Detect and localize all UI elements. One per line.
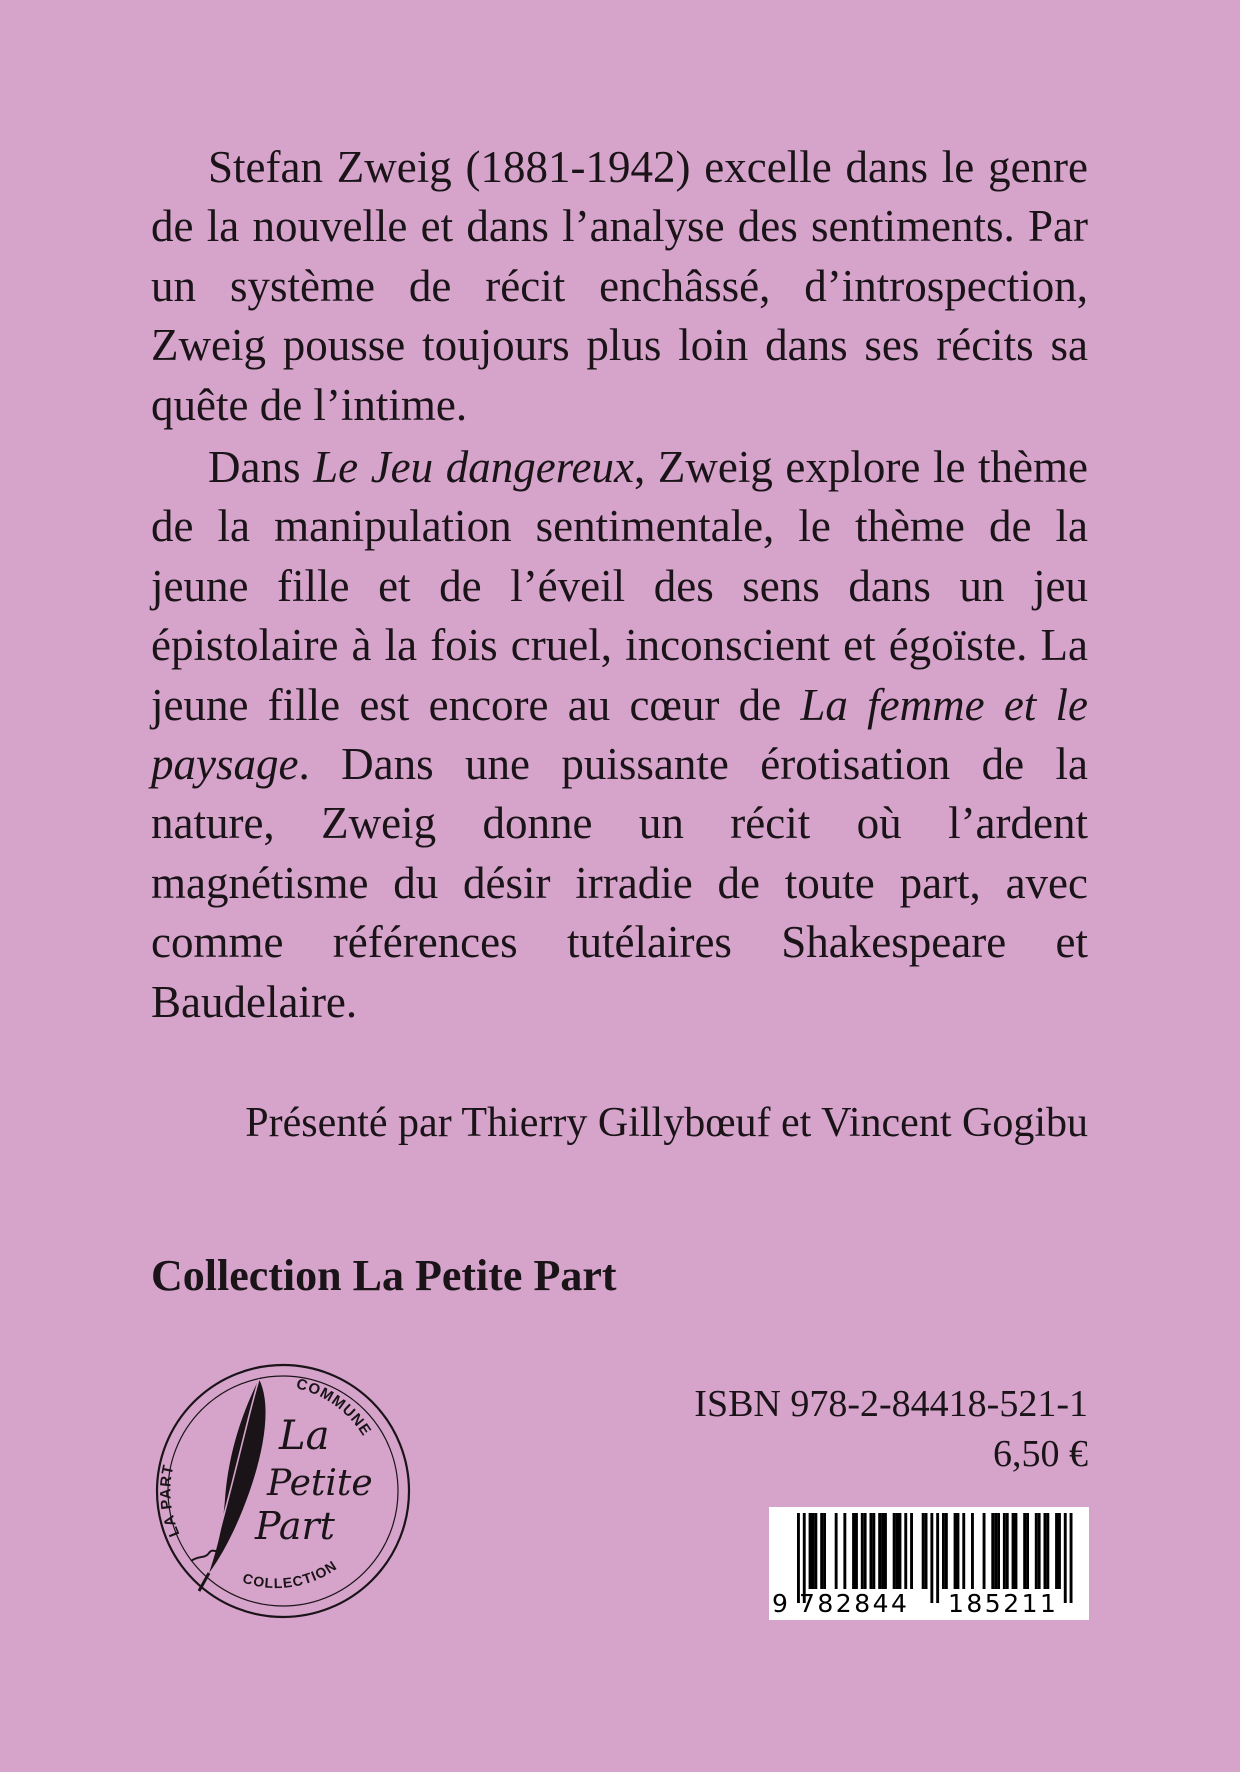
price: 6,50 € (993, 1433, 1088, 1475)
presenters-credit: Présenté par Thierry Gillybœuf et Vincent Gogibu (245, 1100, 1088, 1146)
barcode-bar (1055, 1513, 1058, 1589)
barcode-bar (872, 1513, 875, 1589)
blurb-p2-text-1: Dans (208, 442, 314, 493)
barcode-bar (852, 1513, 855, 1589)
logo-arc-commune: COMMUNE (294, 1375, 375, 1440)
barcode-bar (835, 1513, 838, 1589)
barcode-bar (1023, 1513, 1026, 1589)
barcode-bar (855, 1513, 858, 1589)
collection-title: Collection La Petite Part (151, 1251, 617, 1300)
barcode-bar (922, 1513, 925, 1589)
barcode-digits (769, 1590, 1089, 1618)
barcode-bar (823, 1513, 826, 1589)
barcode-bar (994, 1513, 997, 1589)
blurb-paragraph-1: Stefan Zweig (1881-1942) excelle dans le genre de la nouvelle et dans l’analyse des sentiments. Par un système de récit enchâssé, d’introspection, Zweig pousse toujours plus loin dans ses récits sa quête de l’intime. (151, 142, 1088, 430)
barcode-bar (881, 1513, 884, 1589)
barcode-bar (896, 1513, 899, 1589)
barcode-bar (884, 1513, 887, 1589)
barcode-bar (904, 1513, 907, 1589)
barcode-bar (971, 1513, 974, 1589)
logo-arc-la-part: LA PART (157, 1462, 184, 1540)
barcode-bar (1046, 1513, 1049, 1589)
barcode-bar (957, 1513, 960, 1589)
barcode-bar (997, 1513, 1000, 1589)
ean13-barcode (769, 1507, 1089, 1620)
logo-seal (151, 1359, 415, 1623)
blurb-p2-text-2: , Zweig explore le thème de la manipulation sentimentale, le thème de la jeune fille et de l’éveil des sens dans un jeu épistolaire à la fois cruel, inconscient et égoïste. La jeune fille est encore au cœur de (151, 442, 1088, 730)
book-title-le-jeu-dangereux: Le Jeu dangereux (313, 442, 635, 493)
logo-word-part: Part (255, 1504, 335, 1548)
barcode-bar (991, 1513, 994, 1589)
barcode-bar (814, 1513, 817, 1589)
barcode-bar (983, 1513, 986, 1589)
barcode-bar (870, 1513, 873, 1589)
barcode-bar (954, 1513, 957, 1589)
barcode-bar (945, 1513, 948, 1589)
blurb-p2-text-3: . Dans une puissante érotisation de la nature, Zweig donne un récit où l’ardent magnétisme du désir irradie de toute part, avec comme références tutélaires Shakespeare et Baudelaire. (151, 739, 1088, 1027)
barcode-bar (809, 1513, 812, 1589)
barcode-bar (1012, 1513, 1015, 1589)
barcode-bar (1015, 1513, 1018, 1589)
barcode-bar (893, 1513, 896, 1589)
barcode-bar (962, 1513, 965, 1589)
barcode-bar (1044, 1513, 1047, 1589)
blurb-paragraph-2 (151, 438, 1088, 1032)
isbn-number: ISBN 978-2-84418-521-1 (694, 1383, 1088, 1425)
barcode-bar (843, 1513, 846, 1589)
barcode-bar (1035, 1513, 1038, 1589)
barcode-bar (910, 1513, 913, 1589)
logo-word-la: La (279, 1413, 330, 1459)
barcode-first-digit: 9 (772, 1589, 788, 1618)
book-title-la-femme-et-le-paysage: La femme et le paysage (151, 679, 1089, 790)
barcode-bar (1058, 1513, 1061, 1589)
quill-icon (191, 1379, 266, 1591)
barcode-bar (925, 1513, 928, 1589)
barcode-bar (899, 1513, 902, 1589)
barcode-left-group: 782844 (799, 1589, 910, 1618)
barcode-bar (942, 1513, 945, 1589)
barcode-bar (878, 1513, 881, 1589)
barcode-bar (1026, 1513, 1029, 1589)
barcode-bar (1003, 1513, 1006, 1589)
barcode-bar (1006, 1513, 1009, 1589)
back-cover-blurb (151, 138, 1088, 1032)
logo-word-petite: Petite (267, 1463, 373, 1504)
logo-arc-collection: COLLECTION (240, 1557, 340, 1592)
barcode-right-group: 185211 (948, 1589, 1059, 1618)
barcode-bar (864, 1513, 867, 1589)
barcode-bar (1038, 1513, 1041, 1589)
collection-logo (151, 1359, 415, 1623)
barcode-bar (812, 1513, 815, 1589)
barcode-bar (861, 1513, 864, 1589)
barcode-bar (820, 1513, 823, 1589)
